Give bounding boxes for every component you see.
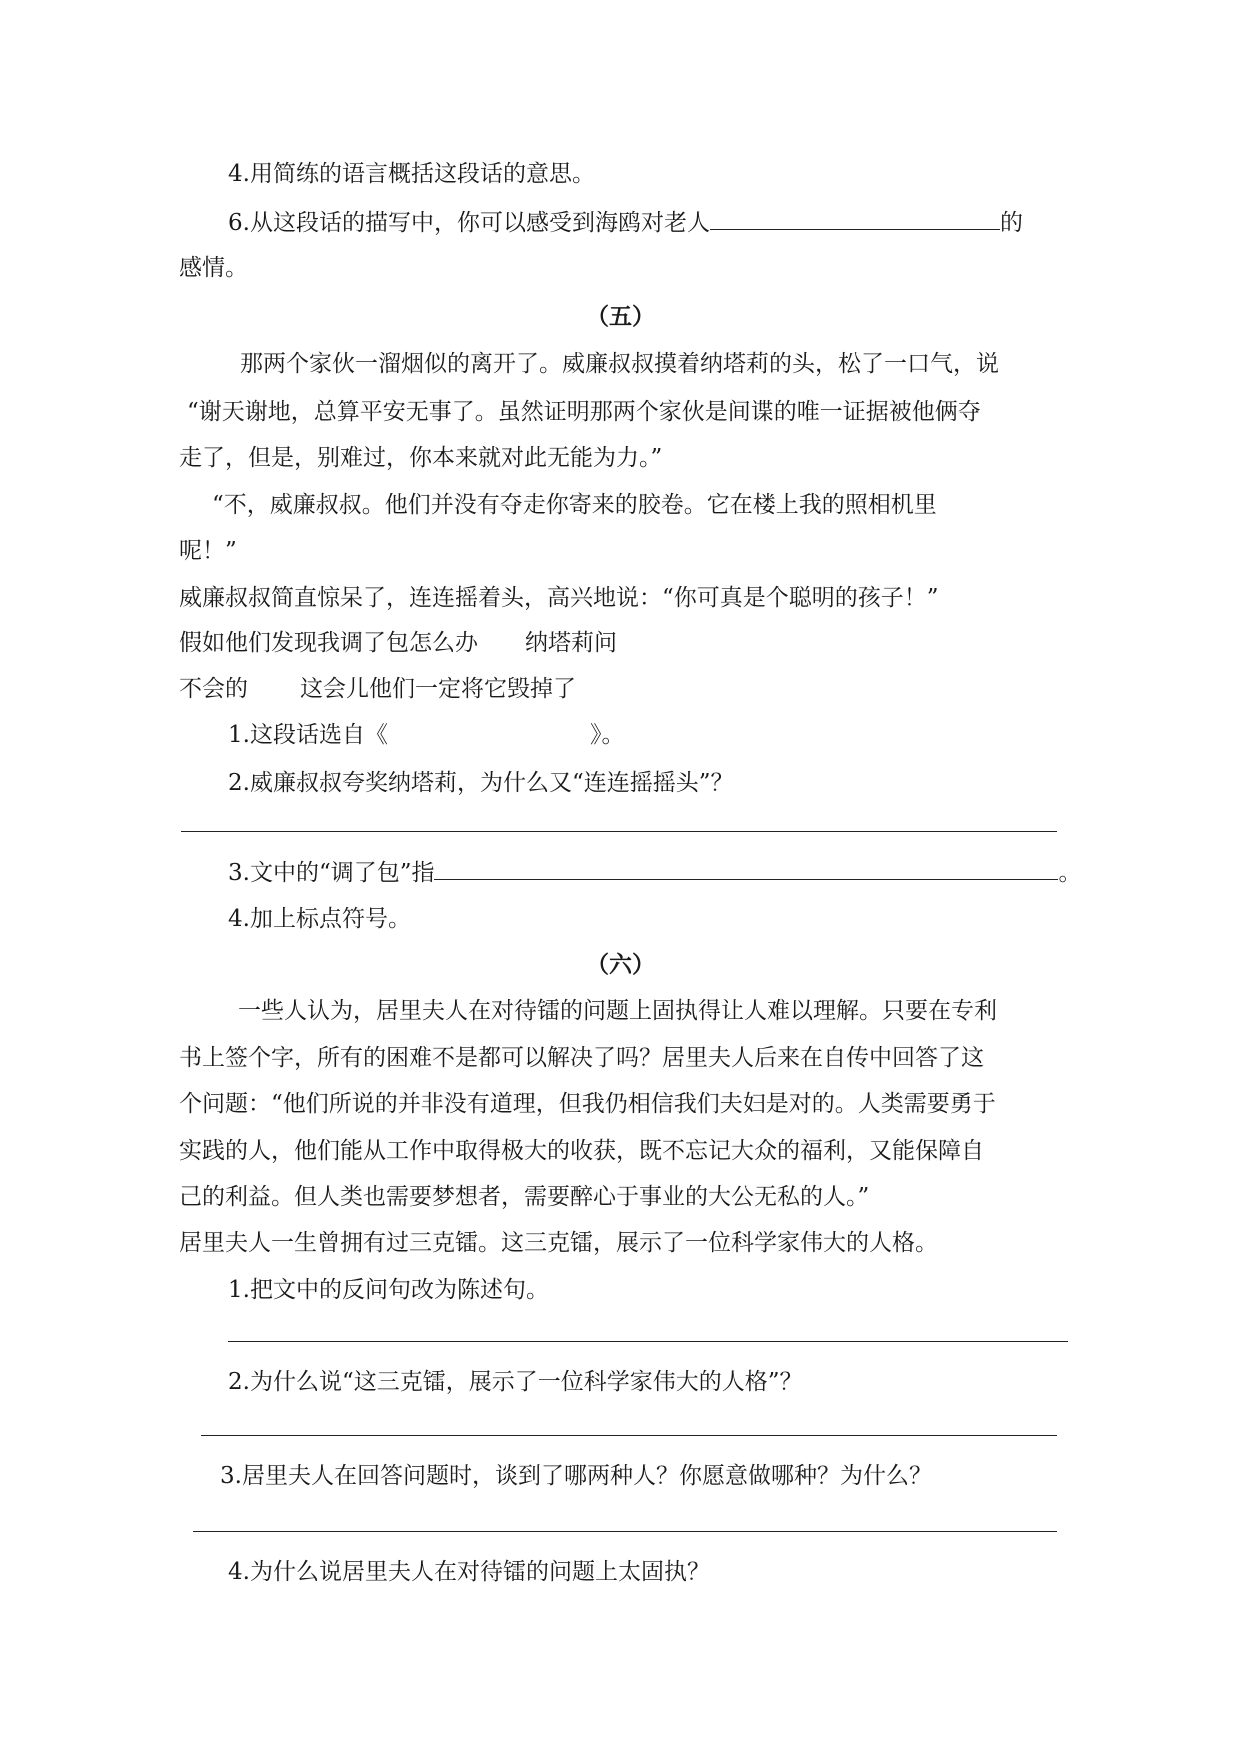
section-6-title: （六） <box>586 951 655 978</box>
answer-line[interactable] <box>228 1341 1068 1342</box>
section-5-question-4: 4.加上标点符号。 <box>228 906 411 932</box>
passage-5-line-6: 威廉叔叔简直惊呆了，连连摇着头，高兴地说：“你可真是个聪明的孩子！” <box>179 585 939 611</box>
question-6-text: 6.从这段话的描写中，你可以感受到海鸥对老人 <box>228 210 710 236</box>
section-6-question-1: 1.把文中的反问句改为陈述句。 <box>228 1277 549 1303</box>
question-6-suffix: 的 <box>999 210 1023 236</box>
section-6-question-4: 4.为什么说居里夫人在对待镭的问题上太固执？ <box>228 1559 710 1585</box>
section-6-question-2: 2.为什么说“这三克镭，展示了一位科学家伟大的人格”？ <box>228 1369 803 1395</box>
section-5-question-3 <box>228 857 1081 888</box>
passage-6-line-3: 个问题：“他们所说的并非没有道理，但我仍相信我们夫妇是对的。人类需要勇于 <box>179 1091 996 1117</box>
passage-5-line-1: 那两个家伙一溜烟似的离开了。威廉叔叔摸着纳塔莉的头，松了一口气，说 <box>240 351 999 377</box>
passage-6-line-2: 书上签个字，所有的困难不是都可以解决了吗？居里夫人后来在自传中回答了这 <box>179 1045 984 1071</box>
punctuation-line-2 <box>179 674 576 704</box>
answer-line[interactable] <box>201 1435 1057 1436</box>
answer-blank[interactable] <box>434 857 1058 880</box>
answer-line[interactable] <box>181 831 1057 832</box>
dialogue-fragment: 假如他们发现我调了包怎么办 <box>179 630 478 656</box>
passage-6-line-4: 实践的人，他们能从工作中取得极大的收获，既不忘记大众的福利，又能保障自 <box>179 1138 984 1164</box>
passage-6-line-5: 己的利益。但人类也需要梦想者，需要醉心于事业的大公无私的人。” <box>179 1184 870 1210</box>
passage-5-line-4: “不，威廉叔叔。他们并没有夺走你寄来的胶卷。它在楼上我的照相机里 <box>212 492 937 518</box>
dialogue-fragment: 纳塔莉问 <box>525 630 617 656</box>
question-text: 3.文中的“调了包”指 <box>228 860 435 886</box>
section-5-title: （五） <box>586 303 655 330</box>
question-text: 1.这段话选自《 <box>228 722 388 748</box>
question-6-prev <box>228 207 1023 238</box>
section-5-question-1 <box>228 720 624 750</box>
question-4-prev: 4.用简练的语言概括这段话的意思。 <box>228 161 595 187</box>
passage-5-line-5: 呢！” <box>179 538 237 564</box>
answer-blank[interactable] <box>710 207 1000 230</box>
passage-6-line-1: 一些人认为，居里夫人在对待镭的问题上固执得让人难以理解。只要在专利 <box>238 998 997 1024</box>
answer-line[interactable] <box>193 1531 1057 1532</box>
question-suffix: 》。 <box>589 722 625 748</box>
passage-5-line-2: “谢天谢地，总算平安无事了。虽然证明那两个家伙是间谍的唯一证据被他俩夺 <box>187 399 981 425</box>
dialogue-fragment: 这会儿他们一定将它毁掉了 <box>300 676 576 702</box>
punctuation-line-1 <box>179 628 617 658</box>
section-5-question-2: 2.威廉叔叔夸奖纳塔莉，为什么又“连连摇摇头”？ <box>228 770 734 796</box>
section-6-question-3: 3.居里夫人在回答问题时，谈到了哪两种人？你愿意做哪种？为什么？ <box>220 1463 932 1489</box>
dialogue-fragment: 不会的 <box>179 676 248 702</box>
passage-6-line-6: 居里夫人一生曾拥有过三克镭。这三克镭，展示了一位科学家伟大的人格。 <box>179 1230 938 1256</box>
question-6-continued: 感情。 <box>179 255 248 281</box>
question-suffix: 。 <box>1058 860 1082 886</box>
passage-5-line-3: 走了，但是，别难过，你本来就对此无能为力。” <box>179 445 663 471</box>
